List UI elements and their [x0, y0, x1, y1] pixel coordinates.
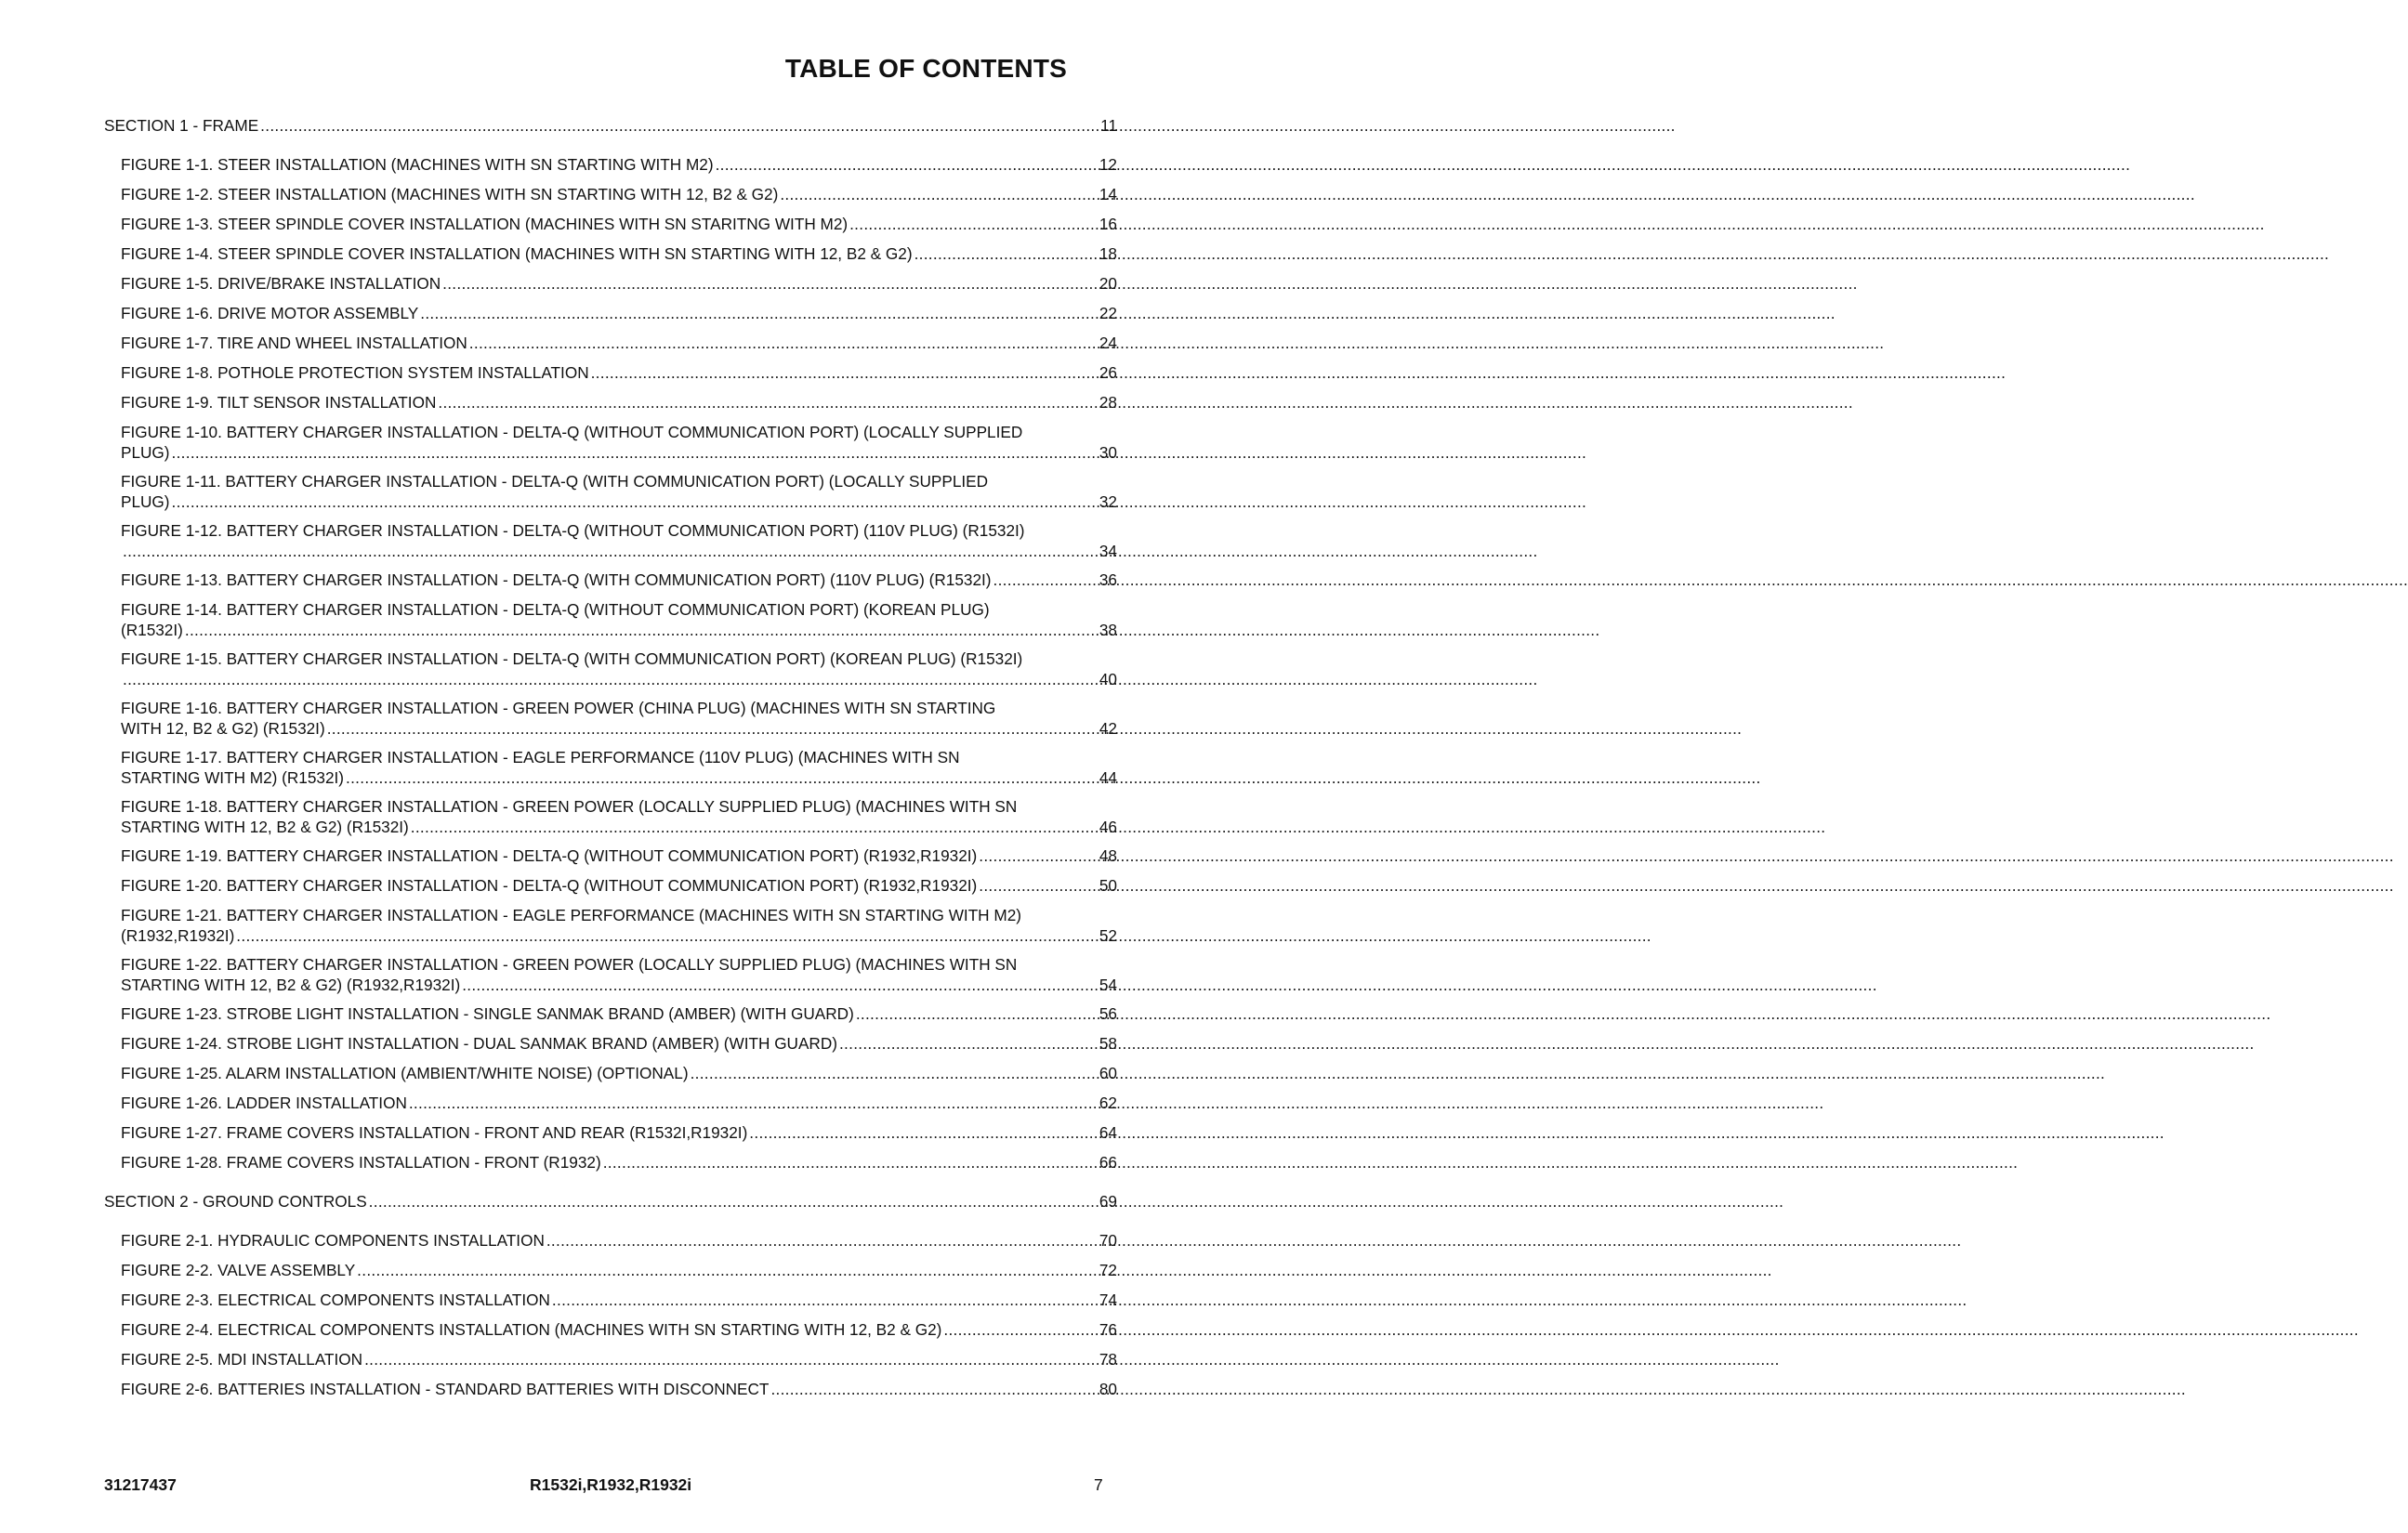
toc-figure-entry[interactable] — [121, 570, 1117, 591]
toc-entry-line — [121, 926, 1117, 947]
toc-entry-title: FIGURE 1-13. BATTERY CHARGER INSTALLATION - DELTA-Q (WITH COMMUNICATION PORT) (110V PLUG) (R1532I) — [121, 570, 992, 589]
toc-figure-entry[interactable] — [121, 876, 1117, 897]
toc-entry-line — [121, 155, 1117, 176]
toc-entry-line — [121, 1094, 1117, 1114]
toc-entry-title: FIGURE 2-1. HYDRAULIC COMPONENTS INSTALLATION — [121, 1231, 545, 1250]
toc-entry-line — [121, 621, 1117, 641]
dot-leader — [979, 846, 1098, 867]
toc-figure-entry[interactable] — [121, 1291, 1117, 1311]
toc-figure-entry[interactable] — [121, 1004, 1117, 1025]
toc-page-number: 58 — [1099, 1034, 1117, 1053]
toc-entry-title: SECTION 1 - FRAME — [104, 116, 259, 135]
toc-page-number: 42 — [1099, 718, 1117, 738]
dot-leader — [369, 1192, 1098, 1212]
toc-figure-entry[interactable] — [121, 334, 1117, 354]
toc-page-number: 34 — [1099, 541, 1117, 560]
toc-figure-entry[interactable] — [121, 472, 1117, 512]
toc-entry-line — [121, 1034, 1117, 1055]
toc-figure-entry[interactable] — [121, 423, 1117, 463]
dot-leader — [462, 976, 1098, 996]
toc-page-number: 50 — [1099, 876, 1117, 895]
toc-figure-entry[interactable] — [121, 1094, 1117, 1114]
toc-entry-line — [121, 215, 1117, 235]
toc-entry-title: FIGURE 1-1. STEER INSTALLATION (MACHINES WITH SN STARTING WITH M2) — [121, 155, 714, 174]
footer-doc-number: 31217437 — [104, 1475, 177, 1494]
toc-figure-entry[interactable] — [121, 304, 1117, 324]
toc-figure-entry[interactable] — [121, 1123, 1117, 1144]
toc-entry-title: (R1932,R1932I) — [121, 925, 235, 945]
toc-page-number: 54 — [1099, 975, 1117, 994]
toc-entry-title: FIGURE 2-3. ELECTRICAL COMPONENTS INSTALLATION — [121, 1291, 550, 1309]
toc-page-number: 69 — [1099, 1192, 1117, 1211]
toc-entry-title: SECTION 2 - GROUND CONTROLS — [104, 1192, 367, 1211]
toc-entry-title: FIGURE 1-23. STROBE LIGHT INSTALLATION - SINGLE SANMAK BRAND (AMBER) (WITH GUARD) — [121, 1004, 854, 1023]
dot-leader — [770, 1380, 1097, 1400]
dot-leader — [993, 570, 1098, 591]
dot-leader — [438, 393, 1098, 413]
toc-page-number: 22 — [1099, 304, 1117, 322]
toc-entry-line — [121, 670, 1117, 690]
dot-leader — [749, 1123, 1098, 1144]
toc-entry-line — [121, 1320, 1117, 1341]
toc-entry-line — [121, 1380, 1117, 1400]
dot-leader — [409, 1094, 1098, 1114]
toc-entry-title-line: FIGURE 1-15. BATTERY CHARGER INSTALLATION - DELTA-Q (WITH COMMUNICATION PORT) (KOREAN PLUG) (R1532I) — [121, 649, 1023, 668]
toc-page-number: 12 — [1099, 155, 1117, 174]
toc-entry-title: FIGURE 1-3. STEER SPINDLE COVER INSTALLATION (MACHINES WITH SN STARITNG WITH M2) — [121, 215, 849, 233]
toc-entry-line — [121, 492, 1117, 513]
toc-entry-line — [104, 1192, 1117, 1212]
toc-figure-entry[interactable] — [121, 363, 1117, 384]
toc-entry-line — [121, 304, 1117, 324]
toc-figure-entry[interactable] — [121, 215, 1117, 235]
toc-entry-line — [121, 846, 1117, 867]
toc-entry-line — [121, 719, 1117, 740]
dot-leader — [839, 1034, 1098, 1055]
toc-entry-title: FIGURE 1-6. DRIVE MOTOR ASSEMBLY — [121, 304, 419, 322]
toc-entry-title: FIGURE 2-2. VALVE ASSEMBLY — [121, 1261, 356, 1279]
toc-entry-line — [121, 1004, 1117, 1025]
toc-entry-title: FIGURE 1-20. BATTERY CHARGER INSTALLATION - DELTA-Q (WITHOUT COMMUNICATION PORT) (R1932,R1932I) — [121, 876, 978, 895]
dot-leader — [603, 1153, 1098, 1173]
toc-entry-title: FIGURE 1-9. TILT SENSOR INSTALLATION — [121, 393, 437, 412]
toc-entry-line — [121, 768, 1117, 789]
toc-figure-entry[interactable] — [121, 393, 1117, 413]
toc-entry-line — [121, 1064, 1117, 1084]
toc-entry-title: STARTING WITH M2) (R1532I) — [121, 767, 345, 787]
toc-page-number: 28 — [1099, 393, 1117, 412]
dot-leader — [123, 670, 1098, 690]
toc-entry-line — [121, 570, 1117, 591]
dot-leader — [185, 621, 1098, 641]
toc-figure-entry[interactable] — [121, 748, 1117, 788]
toc-entry-title: FIGURE 1-28. FRAME COVERS INSTALLATION - FRONT (R1932) — [121, 1153, 601, 1172]
toc-figure-entry[interactable] — [121, 1320, 1117, 1341]
toc-page-number: 16 — [1099, 215, 1117, 233]
dot-leader — [327, 719, 1098, 740]
toc-page-number: 11 — [1100, 116, 1117, 135]
toc-figure-entry[interactable] — [121, 521, 1117, 561]
toc-entry-line — [121, 443, 1117, 464]
toc-page-number: 18 — [1099, 244, 1117, 263]
dot-leader — [691, 1064, 1098, 1084]
toc-entry-title-line: FIGURE 1-10. BATTERY CHARGER INSTALLATION - DELTA-Q (WITHOUT COMMUNICATION PORT) (LOCALLY SUPPLIED — [121, 423, 1023, 441]
toc-entry-line — [121, 1350, 1117, 1370]
dot-leader — [591, 363, 1098, 384]
toc-entry-line — [121, 976, 1117, 996]
toc-figure-entry[interactable] — [121, 906, 1117, 946]
toc-page-number: 76 — [1099, 1320, 1117, 1339]
toc-page-number: 56 — [1099, 1004, 1117, 1023]
dot-leader — [442, 274, 1098, 295]
toc-figure-entry[interactable] — [121, 185, 1117, 205]
footer-page-number: 7 — [1094, 1475, 1103, 1494]
toc-page-number: 32 — [1099, 491, 1117, 511]
toc-entry-title: (R1532I) — [121, 620, 183, 639]
toc-entry-title: FIGURE 2-6. BATTERIES INSTALLATION - STANDARD BATTERIES WITH DISCONNECT — [121, 1380, 770, 1398]
toc-entry-title-line: FIGURE 1-12. BATTERY CHARGER INSTALLATION - DELTA-Q (WITHOUT COMMUNICATION PORT) (110V PLUG) (R1532I) — [121, 521, 1025, 540]
dot-leader — [172, 443, 1098, 464]
dot-leader — [123, 542, 1098, 562]
toc-entry-title: FIGURE 1-26. LADDER INSTALLATION — [121, 1094, 407, 1112]
dot-leader — [552, 1291, 1098, 1311]
toc-entry-title: WITH 12, B2 & G2) (R1532I) — [121, 718, 325, 738]
toc-entry-title: FIGURE 1-27. FRAME COVERS INSTALLATION - FRONT AND REAR (R1532I,R1932I) — [121, 1123, 748, 1142]
toc-entry-line — [121, 542, 1117, 562]
toc-page-number: 40 — [1099, 669, 1117, 688]
toc-figure-entry[interactable] — [121, 1034, 1117, 1055]
toc-page-number: 80 — [1099, 1380, 1117, 1398]
toc-page-number: 78 — [1099, 1350, 1117, 1369]
toc-page-number: 38 — [1099, 620, 1117, 639]
page-title: TABLE OF CONTENTS — [784, 54, 1067, 83]
toc-figure-entry[interactable] — [121, 649, 1117, 689]
toc-entry-line — [121, 185, 1117, 205]
dot-leader — [856, 1004, 1098, 1025]
toc-entry-line — [121, 876, 1117, 897]
dot-leader — [716, 155, 1098, 176]
toc-entry-title: PLUG) — [121, 442, 170, 462]
dot-leader — [780, 185, 1098, 205]
toc-entry-line — [121, 1153, 1117, 1173]
toc-entry-title-line: FIGURE 1-21. BATTERY CHARGER INSTALLATION - EAGLE PERFORMANCE (MACHINES WITH SN STARTING WITH M2) — [121, 906, 1021, 924]
toc-page-number: 48 — [1099, 846, 1117, 865]
toc-section-entry[interactable] — [104, 1192, 1117, 1212]
toc-section-entry[interactable] — [104, 116, 1117, 137]
toc-entry-title-line: FIGURE 1-17. BATTERY CHARGER INSTALLATION - EAGLE PERFORMANCE (110V PLUG) (MACHINES WITH SN — [121, 748, 960, 766]
toc-figure-entry[interactable] — [121, 244, 1117, 265]
toc-entry-line — [121, 1231, 1117, 1251]
toc-entry-title: PLUG) — [121, 491, 170, 511]
toc-page-number: 64 — [1099, 1123, 1117, 1142]
toc-entry-title-line: FIGURE 1-18. BATTERY CHARGER INSTALLATION - GREEN POWER (LOCALLY SUPPLIED PLUG) (MACHINES WITH SN — [121, 797, 1018, 816]
toc-page-number: 44 — [1099, 767, 1117, 787]
toc-entry-title: FIGURE 2-4. ELECTRICAL COMPONENTS INSTALLATION (MACHINES WITH SN STARTING WITH 12, B2 & G2) — [121, 1320, 942, 1339]
toc-figure-entry[interactable] — [121, 1153, 1117, 1173]
toc-page-number: 46 — [1099, 817, 1117, 836]
toc-entry-title: FIGURE 2-5. MDI INSTALLATION — [121, 1350, 363, 1369]
toc-entry-title-line: FIGURE 1-16. BATTERY CHARGER INSTALLATION - GREEN POWER (CHINA PLUG) (MACHINES WITH SN STARTING — [121, 699, 996, 717]
toc-entry-title-line: FIGURE 1-11. BATTERY CHARGER INSTALLATION - DELTA-Q (WITH COMMUNICATION PORT) (LOCALLY SUPPLIED — [121, 472, 989, 491]
dot-leader — [172, 492, 1098, 513]
toc-entry-title-line: FIGURE 1-14. BATTERY CHARGER INSTALLATION - DELTA-Q (WITHOUT COMMUNICATION PORT) (KOREAN PLUG) — [121, 600, 990, 619]
toc-entry-title: FIGURE 1-8. POTHOLE PROTECTION SYSTEM INSTALLATION — [121, 363, 589, 382]
toc-entry-title: FIGURE 1-5. DRIVE/BRAKE INSTALLATION — [121, 274, 441, 293]
dot-leader — [915, 244, 1098, 265]
toc-page-number: 20 — [1099, 274, 1117, 293]
toc-entry-line — [121, 818, 1117, 838]
toc-page-number: 66 — [1099, 1153, 1117, 1172]
dot-leader — [346, 768, 1098, 789]
toc-figure-entry[interactable] — [121, 955, 1117, 995]
toc-figure-entry[interactable] — [121, 1380, 1117, 1400]
toc-entry-title-line: FIGURE 1-22. BATTERY CHARGER INSTALLATION - GREEN POWER (LOCALLY SUPPLIED PLUG) (MACHINES WITH SN — [121, 955, 1018, 974]
dot-leader — [420, 304, 1098, 324]
toc-entry-line — [121, 1291, 1117, 1311]
dot-leader — [979, 876, 1098, 897]
toc-figure-entry[interactable] — [121, 1064, 1117, 1084]
toc-entry-title: FIGURE 1-25. ALARM INSTALLATION (AMBIENT/WHITE NOISE) (OPTIONAL) — [121, 1064, 689, 1082]
dot-leader — [546, 1231, 1098, 1251]
toc-page-number: 36 — [1099, 570, 1117, 589]
toc-page-number: 14 — [1099, 185, 1117, 203]
dot-leader — [364, 1350, 1098, 1370]
toc-page-number: 70 — [1099, 1231, 1117, 1250]
dot-leader — [236, 926, 1098, 947]
dot-leader — [411, 818, 1098, 838]
toc-figure-entry[interactable] — [121, 797, 1117, 837]
toc-figure-entry[interactable] — [121, 1261, 1117, 1281]
toc-figure-entry[interactable] — [121, 846, 1117, 867]
toc-figure-entry[interactable] — [121, 155, 1117, 176]
toc-page-number: 30 — [1099, 442, 1117, 462]
toc-entry-line — [104, 116, 1117, 137]
toc-page-number: 62 — [1099, 1094, 1117, 1112]
footer-models: R1532i,R1932,R1932i — [530, 1475, 692, 1494]
dot-leader — [260, 116, 1099, 137]
toc-figure-entry[interactable] — [121, 274, 1117, 295]
toc-figure-entry[interactable] — [121, 699, 1117, 739]
toc-page-number: 72 — [1099, 1261, 1117, 1279]
toc-figure-entry[interactable] — [121, 1231, 1117, 1251]
toc-entry-line — [121, 363, 1117, 384]
toc-entry-title: FIGURE 1-24. STROBE LIGHT INSTALLATION - DUAL SANMAK BRAND (AMBER) (WITH GUARD) — [121, 1034, 837, 1053]
dot-leader — [357, 1261, 1098, 1281]
dot-leader — [469, 334, 1098, 354]
toc-entry-line — [121, 274, 1117, 295]
toc-entry-line — [121, 334, 1117, 354]
toc-entry-title: STARTING WITH 12, B2 & G2) (R1932,R1932I) — [121, 975, 461, 994]
toc-entry-line — [121, 1123, 1117, 1144]
toc-entry-title: FIGURE 1-2. STEER INSTALLATION (MACHINES WITH SN STARTING WITH 12, B2 & G2) — [121, 185, 779, 203]
toc-entry-line — [121, 244, 1117, 265]
toc-page-number: 74 — [1099, 1291, 1117, 1309]
toc-entry-title: FIGURE 1-4. STEER SPINDLE COVER INSTALLATION (MACHINES WITH SN STARTING WITH 12, B2 & G2) — [121, 244, 913, 263]
toc-figure-entry[interactable] — [121, 600, 1117, 640]
toc-page-number: 60 — [1099, 1064, 1117, 1082]
toc-figure-entry[interactable] — [121, 1350, 1117, 1370]
toc-entry-title: STARTING WITH 12, B2 & G2) (R1532I) — [121, 817, 409, 836]
toc-entry-title: FIGURE 1-7. TIRE AND WHEEL INSTALLATION — [121, 334, 467, 352]
dot-leader — [943, 1320, 1098, 1341]
dot-leader — [849, 215, 1098, 235]
toc-entry-line — [121, 1261, 1117, 1281]
toc-page-number: 52 — [1099, 925, 1117, 945]
toc-entry-line — [121, 393, 1117, 413]
toc-page-number: 24 — [1099, 334, 1117, 352]
toc-entry-title: FIGURE 1-19. BATTERY CHARGER INSTALLATION - DELTA-Q (WITHOUT COMMUNICATION PORT) (R1932,R1932I) — [121, 846, 978, 865]
toc-page-number: 26 — [1099, 363, 1117, 382]
